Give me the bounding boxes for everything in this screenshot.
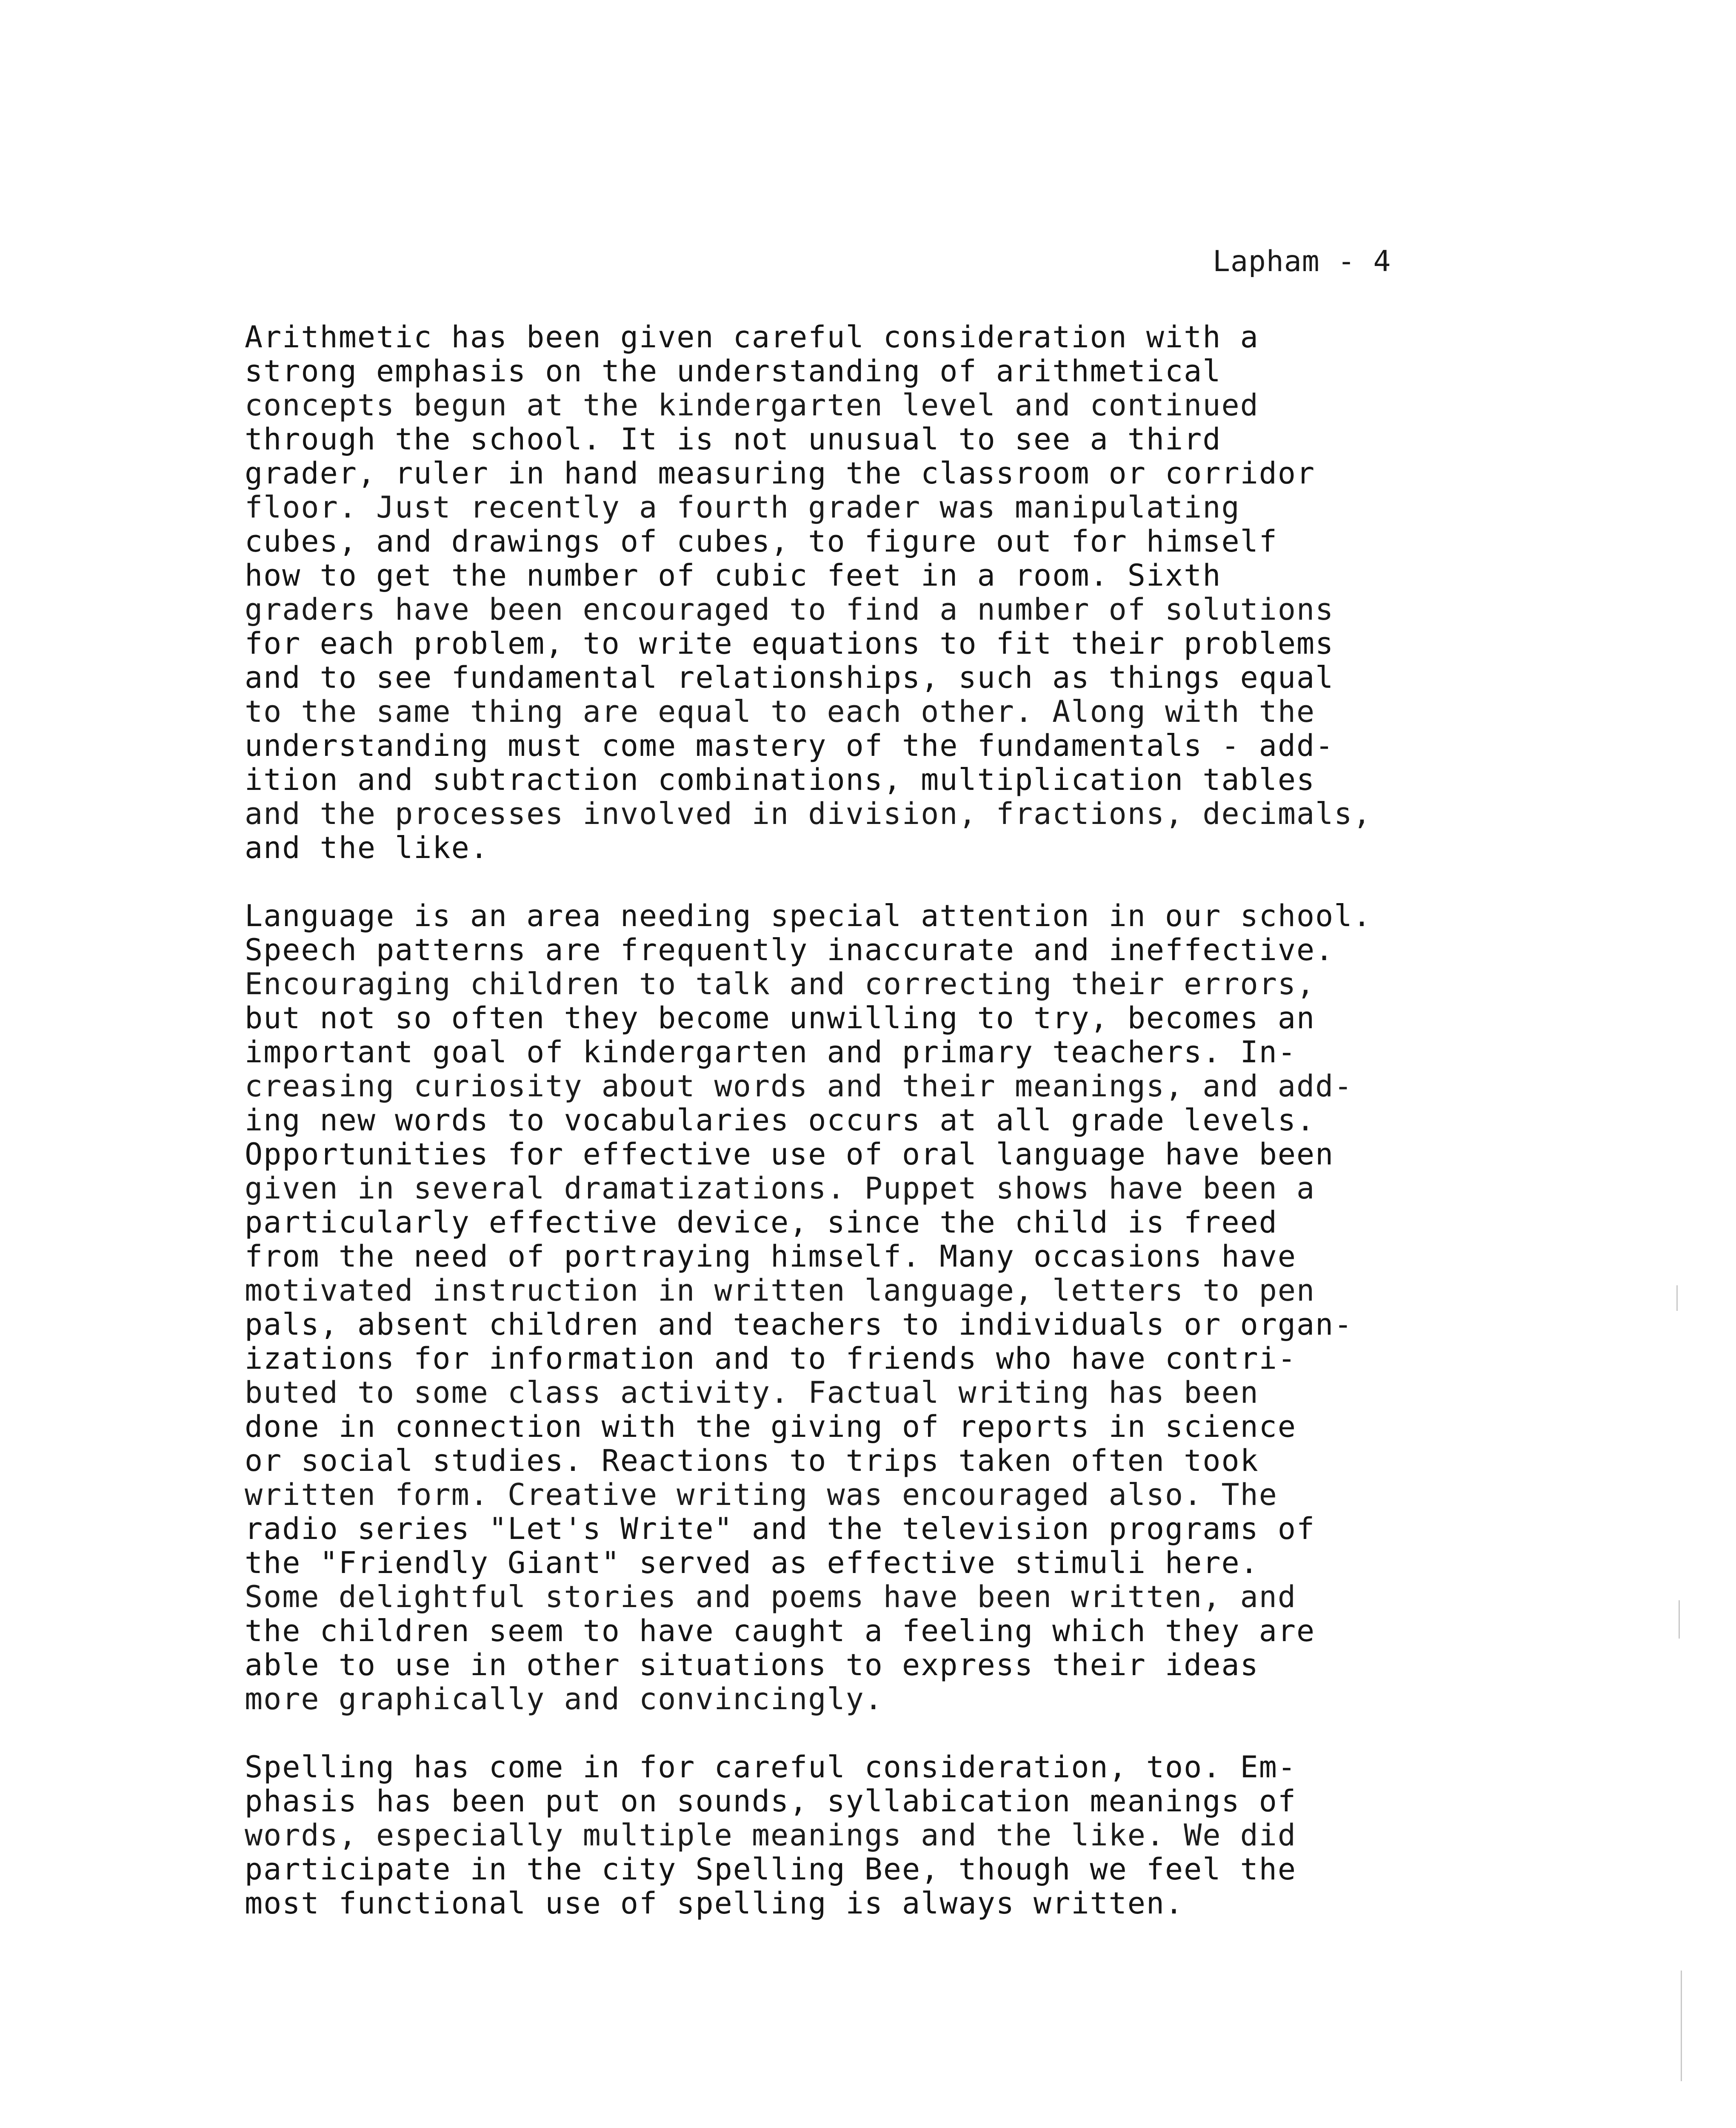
text-line: but not so often they become unwilling to try, becomes an bbox=[245, 1001, 1316, 1035]
text-line: the children seem to have caught a feeling which they are bbox=[245, 1613, 1316, 1648]
text-line: ing new words to vocabularies occurs at all grade levels. bbox=[245, 1103, 1316, 1138]
text-line: particularly effective device, since the child is freed bbox=[245, 1205, 1278, 1240]
text-line: Opportunities for effective use of oral language have been bbox=[245, 1137, 1334, 1172]
paragraph-arithmetic bbox=[245, 320, 1534, 865]
paragraph-spelling bbox=[245, 1750, 1534, 1920]
text-line: the "Friendly Giant" served as effective stimuli here. bbox=[245, 1545, 1259, 1580]
text-line: Speech patterns are frequently inaccurate and ineffective. bbox=[245, 932, 1334, 967]
text-line: Some delightful stories and poems have been written, and bbox=[245, 1579, 1297, 1614]
text-line: Arithmetic has been given careful consideration with a bbox=[245, 320, 1259, 355]
text-line: from the need of portraying himself. Many occasions have bbox=[245, 1239, 1297, 1274]
text-line: through the school. It is not unusual to see a third bbox=[245, 422, 1222, 457]
scan-edge-mark bbox=[1679, 1600, 1680, 1639]
paragraph-language bbox=[245, 899, 1534, 1716]
text-line: ition and subtraction combinations, multiplication tables bbox=[245, 762, 1316, 797]
scan-edge-mark bbox=[1676, 1285, 1678, 1311]
text-line: done in connection with the giving of reports in science bbox=[245, 1409, 1297, 1444]
text-line: and the like. bbox=[245, 830, 489, 865]
text-line: Language is an area needing special attention in our school. bbox=[245, 898, 1372, 933]
scan-edge-mark bbox=[1681, 1971, 1682, 2081]
body-text bbox=[245, 320, 1534, 1954]
text-line: to the same thing are equal to each other. Along with the bbox=[245, 694, 1316, 729]
text-line: or social studies. Reactions to trips taken often took bbox=[245, 1443, 1259, 1478]
text-line: cubes, and drawings of cubes, to figure out for himself bbox=[245, 524, 1278, 559]
text-line: motivated instruction in written language, letters to pen bbox=[245, 1273, 1316, 1308]
text-line: how to get the number of cubic feet in a room. Sixth bbox=[245, 558, 1222, 593]
text-line: most functional use of spelling is always written. bbox=[245, 1886, 1184, 1921]
text-line: izations for information and to friends who have contri- bbox=[245, 1341, 1297, 1376]
running-header: Lapham - 4 bbox=[1213, 245, 1391, 278]
text-line: words, especially multiple meanings and the like. We did bbox=[245, 1818, 1297, 1853]
text-line: grader, ruler in hand measuring the classroom or corridor bbox=[245, 456, 1316, 491]
text-line: radio series "Let's Write" and the television programs of bbox=[245, 1511, 1316, 1546]
text-line: Encouraging children to talk and correcting their errors, bbox=[245, 967, 1316, 1001]
text-line: graders have been encouraged to find a number of solutions bbox=[245, 592, 1334, 627]
text-line: understanding must come mastery of the fundamentals - add- bbox=[245, 728, 1334, 763]
text-line: pals, absent children and teachers to individuals or organ- bbox=[245, 1307, 1353, 1342]
text-line: buted to some class activity. Factual writing has been bbox=[245, 1375, 1259, 1410]
text-line: able to use in other situations to express their ideas bbox=[245, 1647, 1259, 1682]
text-line: important goal of kindergarten and primary teachers. In- bbox=[245, 1035, 1297, 1070]
text-line: creasing curiosity about words and their meanings, and add- bbox=[245, 1069, 1353, 1104]
text-line: and the processes involved in division, fractions, decimals, bbox=[245, 796, 1372, 831]
text-line: floor. Just recently a fourth grader was manipulating bbox=[245, 490, 1240, 525]
text-line: given in several dramatizations. Puppet shows have been a bbox=[245, 1171, 1316, 1206]
text-line: more graphically and convincingly. bbox=[245, 1682, 883, 1716]
text-line: for each problem, to write equations to fit their problems bbox=[245, 626, 1334, 661]
text-line: strong emphasis on the understanding of arithmetical bbox=[245, 354, 1222, 389]
text-line: phasis has been put on sounds, syllabication meanings of bbox=[245, 1784, 1297, 1819]
text-line: Spelling has come in for careful consideration, too. Em- bbox=[245, 1750, 1297, 1785]
text-line: concepts begun at the kindergarten level and continued bbox=[245, 388, 1259, 423]
text-line: participate in the city Spelling Bee, though we feel the bbox=[245, 1852, 1297, 1887]
text-line: and to see fundamental relationships, such as things equal bbox=[245, 660, 1334, 695]
text-line: written form. Creative writing was encouraged also. The bbox=[245, 1477, 1278, 1512]
